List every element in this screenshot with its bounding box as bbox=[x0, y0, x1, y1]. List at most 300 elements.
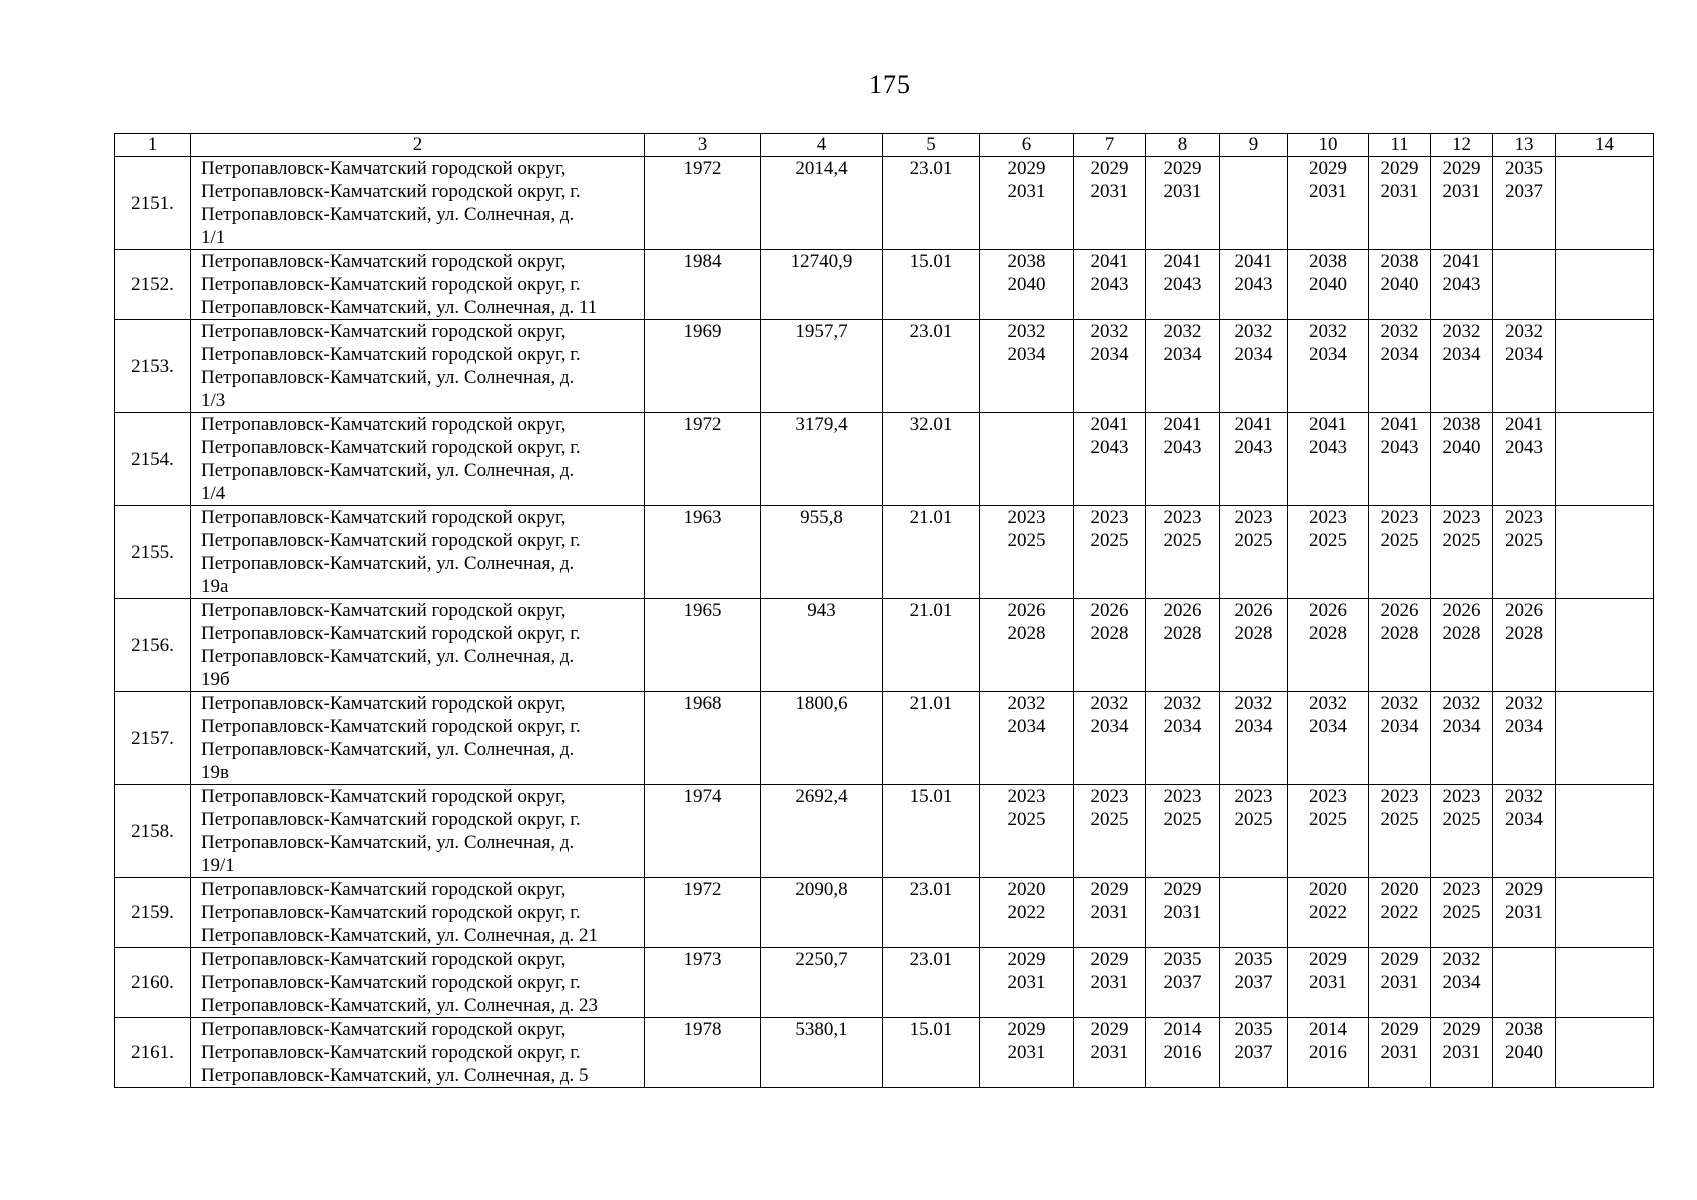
period-year: 2023 bbox=[1442, 786, 1481, 807]
address-line: Петропавловск-Камчатский, ул. Солнечная, д. bbox=[201, 460, 575, 481]
period-year: 2034 bbox=[1309, 716, 1347, 737]
period-year: 2031 bbox=[1163, 181, 1202, 202]
period-cell-col-12 bbox=[1431, 250, 1493, 320]
period-cell-col-11 bbox=[1369, 948, 1431, 1018]
table-row bbox=[115, 599, 1654, 692]
address-line: Петропавловск-Камчатский городской округ, г. bbox=[201, 344, 581, 365]
period-year: 2043 bbox=[1380, 437, 1419, 458]
code-cell: 15.01 bbox=[883, 785, 980, 878]
table-row bbox=[115, 692, 1654, 785]
period-cell-col-9 bbox=[1220, 948, 1288, 1018]
address-line: 19в bbox=[201, 762, 229, 783]
period-year: 2023 bbox=[1163, 507, 1202, 528]
period-cell-col-11 bbox=[1369, 413, 1431, 506]
period-cell-col-14 bbox=[1556, 599, 1654, 692]
period-year: 2025 bbox=[1090, 530, 1129, 551]
period-year: 2031 bbox=[1442, 1042, 1481, 1063]
period-year: 2028 bbox=[1380, 623, 1419, 644]
period-cell-col-7 bbox=[1074, 692, 1146, 785]
period-year: 2032 bbox=[1007, 321, 1046, 342]
period-year: 2026 bbox=[1090, 600, 1129, 621]
period-year: 2041 bbox=[1163, 414, 1202, 435]
period-year: 2041 bbox=[1442, 251, 1481, 272]
year-cell: 1973 bbox=[645, 948, 761, 1018]
code-cell: 23.01 bbox=[883, 320, 980, 413]
period-year: 2014 bbox=[1309, 1019, 1347, 1040]
period-year: 2023 bbox=[1007, 786, 1046, 807]
period-year: 2032 bbox=[1090, 321, 1129, 342]
address-cell bbox=[191, 157, 645, 250]
year-cell: 1968 bbox=[645, 692, 761, 785]
period-year: 2043 bbox=[1090, 274, 1129, 295]
year-cell: 1978 bbox=[645, 1018, 761, 1088]
address-cell bbox=[191, 506, 645, 599]
address-cell bbox=[191, 948, 645, 1018]
period-cell-col-6 bbox=[980, 878, 1074, 948]
period-cell-col-6 bbox=[980, 599, 1074, 692]
area-cell: 2692,4 bbox=[761, 785, 883, 878]
period-year: 2041 bbox=[1090, 414, 1129, 435]
table-row bbox=[115, 878, 1654, 948]
period-year: 2034 bbox=[1007, 344, 1046, 365]
period-year: 2043 bbox=[1234, 437, 1273, 458]
column-number-9: 9 bbox=[1220, 134, 1288, 157]
period-cell-col-11 bbox=[1369, 599, 1431, 692]
period-year: 2032 bbox=[1505, 693, 1543, 714]
period-year: 2031 bbox=[1163, 902, 1202, 923]
period-year: 2022 bbox=[1007, 902, 1046, 923]
row-number-cell: 2152. bbox=[115, 250, 191, 320]
period-year: 2032 bbox=[1380, 321, 1419, 342]
period-cell-col-12 bbox=[1431, 413, 1493, 506]
period-year: 2037 bbox=[1234, 972, 1273, 993]
period-year: 2029 bbox=[1090, 158, 1129, 179]
period-cell-col-13 bbox=[1493, 692, 1556, 785]
address-line: Петропавловск-Камчатский городской округ, г. bbox=[201, 972, 581, 993]
period-cell-col-14 bbox=[1556, 320, 1654, 413]
period-year: 2028 bbox=[1090, 623, 1129, 644]
table-row bbox=[115, 785, 1654, 878]
period-cell-col-11 bbox=[1369, 878, 1431, 948]
period-year: 2032 bbox=[1234, 321, 1273, 342]
period-cell-col-13 bbox=[1493, 506, 1556, 599]
period-year: 2026 bbox=[1234, 600, 1273, 621]
address-line: 19б bbox=[201, 669, 230, 690]
address-line: Петропавловск-Камчатский городской округ, bbox=[201, 949, 566, 970]
period-cell-col-14 bbox=[1556, 692, 1654, 785]
period-year: 2026 bbox=[1309, 600, 1347, 621]
address-line: Петропавловск-Камчатский, ул. Солнечная, д. 21 bbox=[201, 925, 598, 946]
period-year: 2032 bbox=[1309, 321, 1347, 342]
column-number-12: 12 bbox=[1431, 134, 1493, 157]
address-line: Петропавловск-Камчатский, ул. Солнечная, д. bbox=[201, 832, 575, 853]
period-cell-col-12 bbox=[1431, 1018, 1493, 1088]
period-year: 2031 bbox=[1007, 181, 1046, 202]
period-year: 2040 bbox=[1309, 274, 1347, 295]
area-cell: 2014,4 bbox=[761, 157, 883, 250]
period-cell-col-7 bbox=[1074, 413, 1146, 506]
address-line: Петропавловск-Камчатский городской округ, bbox=[201, 158, 566, 179]
period-cell-col-10 bbox=[1288, 250, 1369, 320]
code-cell: 23.01 bbox=[883, 157, 980, 250]
period-year: 2029 bbox=[1442, 158, 1481, 179]
period-cell-col-7 bbox=[1074, 506, 1146, 599]
year-cell: 1974 bbox=[645, 785, 761, 878]
period-cell-col-7 bbox=[1074, 785, 1146, 878]
period-cell-col-10 bbox=[1288, 878, 1369, 948]
period-year: 2029 bbox=[1380, 158, 1419, 179]
address-line: Петропавловск-Камчатский городской округ, bbox=[201, 251, 566, 272]
year-cell: 1972 bbox=[645, 878, 761, 948]
period-cell-col-12 bbox=[1431, 878, 1493, 948]
table-row bbox=[115, 506, 1654, 599]
period-cell-col-13 bbox=[1493, 785, 1556, 878]
period-year: 2034 bbox=[1380, 716, 1419, 737]
period-year: 2029 bbox=[1007, 949, 1046, 970]
area-cell: 1957,7 bbox=[761, 320, 883, 413]
row-number-cell: 2155. bbox=[115, 506, 191, 599]
period-cell-col-14 bbox=[1556, 413, 1654, 506]
period-year: 2034 bbox=[1505, 809, 1543, 830]
period-cell-col-8 bbox=[1146, 948, 1220, 1018]
period-cell-col-7 bbox=[1074, 1018, 1146, 1088]
address-line: Петропавловск-Камчатский городской округ, г. bbox=[201, 274, 581, 295]
code-cell: 32.01 bbox=[883, 413, 980, 506]
period-year: 2023 bbox=[1007, 507, 1046, 528]
period-year: 2029 bbox=[1007, 1019, 1046, 1040]
period-cell-col-10 bbox=[1288, 413, 1369, 506]
address-line: 1/3 bbox=[201, 390, 226, 411]
period-year: 2040 bbox=[1505, 1042, 1543, 1063]
period-cell-col-12 bbox=[1431, 692, 1493, 785]
period-year: 2023 bbox=[1505, 507, 1543, 528]
period-cell-col-6 bbox=[980, 157, 1074, 250]
period-cell-col-6 bbox=[980, 506, 1074, 599]
year-cell: 1984 bbox=[645, 250, 761, 320]
period-cell-col-13 bbox=[1493, 948, 1556, 1018]
period-year: 2041 bbox=[1234, 251, 1273, 272]
period-year: 2020 bbox=[1309, 879, 1347, 900]
period-year: 2038 bbox=[1380, 251, 1419, 272]
area-cell: 2250,7 bbox=[761, 948, 883, 1018]
period-cell-col-12 bbox=[1431, 320, 1493, 413]
address-line: Петропавловск-Камчатский, ул. Солнечная, д. 11 bbox=[201, 297, 598, 318]
period-year: 2028 bbox=[1007, 623, 1046, 644]
address-line: Петропавловск-Камчатский городской округ, bbox=[201, 1019, 566, 1040]
period-year: 2043 bbox=[1163, 274, 1202, 295]
period-cell-col-10 bbox=[1288, 948, 1369, 1018]
period-year: 2025 bbox=[1442, 902, 1481, 923]
column-number-4: 4 bbox=[761, 134, 883, 157]
period-cell-col-9 bbox=[1220, 1018, 1288, 1088]
period-cell-col-7 bbox=[1074, 250, 1146, 320]
period-cell-col-9 bbox=[1220, 878, 1288, 948]
period-year: 2032 bbox=[1163, 321, 1202, 342]
address-line: Петропавловск-Камчатский городской округ, г. bbox=[201, 1042, 581, 1063]
period-cell-col-14 bbox=[1556, 157, 1654, 250]
period-cell-col-13 bbox=[1493, 1018, 1556, 1088]
period-year: 2023 bbox=[1442, 879, 1481, 900]
address-line: Петропавловск-Камчатский городской округ, г. bbox=[201, 716, 581, 737]
address-line: Петропавловск-Камчатский, ул. Солнечная, д. bbox=[201, 204, 575, 225]
period-year: 2029 bbox=[1007, 158, 1046, 179]
address-line: Петропавловск-Камчатский городской округ, bbox=[201, 693, 566, 714]
row-number-cell: 2154. bbox=[115, 413, 191, 506]
period-cell-col-6 bbox=[980, 413, 1074, 506]
period-year: 2038 bbox=[1309, 251, 1347, 272]
period-cell-col-10 bbox=[1288, 157, 1369, 250]
period-year: 2035 bbox=[1234, 1019, 1273, 1040]
period-year: 2031 bbox=[1007, 972, 1046, 993]
period-cell-col-9 bbox=[1220, 599, 1288, 692]
row-number-cell: 2156. bbox=[115, 599, 191, 692]
period-year: 2023 bbox=[1309, 507, 1347, 528]
address-line: 1/1 bbox=[201, 227, 226, 248]
period-year: 2023 bbox=[1163, 786, 1202, 807]
housing-register-table bbox=[114, 133, 1654, 1088]
period-year: 2043 bbox=[1309, 437, 1347, 458]
period-cell-col-9 bbox=[1220, 413, 1288, 506]
period-year: 2041 bbox=[1380, 414, 1419, 435]
area-cell: 12740,9 bbox=[761, 250, 883, 320]
period-cell-col-9 bbox=[1220, 157, 1288, 250]
period-cell-col-9 bbox=[1220, 320, 1288, 413]
period-cell-col-9 bbox=[1220, 692, 1288, 785]
period-year: 2043 bbox=[1163, 437, 1202, 458]
area-cell: 5380,1 bbox=[761, 1018, 883, 1088]
period-year: 2037 bbox=[1234, 1042, 1273, 1063]
period-cell-col-7 bbox=[1074, 878, 1146, 948]
period-year: 2020 bbox=[1380, 879, 1419, 900]
table-row bbox=[115, 948, 1654, 1018]
address-line: Петропавловск-Камчатский городской округ, bbox=[201, 600, 566, 621]
address-line: Петропавловск-Камчатский, ул. Солнечная, д. 5 bbox=[201, 1065, 589, 1086]
address-line: Петропавловск-Камчатский, ул. Солнечная, д. bbox=[201, 367, 575, 388]
period-cell-col-8 bbox=[1146, 320, 1220, 413]
period-year: 2034 bbox=[1090, 344, 1129, 365]
period-year: 2034 bbox=[1163, 344, 1202, 365]
period-year: 2034 bbox=[1380, 344, 1419, 365]
period-year: 2034 bbox=[1442, 344, 1481, 365]
period-year: 2043 bbox=[1505, 437, 1543, 458]
table-header bbox=[115, 134, 1654, 157]
period-year: 2031 bbox=[1007, 1042, 1046, 1063]
table-row bbox=[115, 250, 1654, 320]
period-cell-col-14 bbox=[1556, 785, 1654, 878]
period-year: 2038 bbox=[1442, 414, 1481, 435]
period-year: 2034 bbox=[1163, 716, 1202, 737]
period-year: 2032 bbox=[1505, 321, 1543, 342]
period-year: 2043 bbox=[1442, 274, 1481, 295]
period-year: 2032 bbox=[1234, 693, 1273, 714]
period-cell-col-6 bbox=[980, 320, 1074, 413]
period-year: 2025 bbox=[1090, 809, 1129, 830]
code-cell: 15.01 bbox=[883, 250, 980, 320]
period-year: 2034 bbox=[1007, 716, 1046, 737]
period-cell-col-7 bbox=[1074, 948, 1146, 1018]
period-cell-col-8 bbox=[1146, 878, 1220, 948]
period-year: 2034 bbox=[1090, 716, 1129, 737]
period-cell-col-11 bbox=[1369, 692, 1431, 785]
address-cell bbox=[191, 320, 645, 413]
period-year: 2028 bbox=[1505, 623, 1543, 644]
period-year: 2025 bbox=[1505, 530, 1543, 551]
period-cell-col-8 bbox=[1146, 413, 1220, 506]
period-year: 2023 bbox=[1442, 507, 1481, 528]
code-cell: 15.01 bbox=[883, 1018, 980, 1088]
period-year: 2023 bbox=[1380, 786, 1419, 807]
period-year: 2023 bbox=[1234, 507, 1273, 528]
period-cell-col-14 bbox=[1556, 948, 1654, 1018]
period-year: 2025 bbox=[1442, 530, 1481, 551]
period-year: 2029 bbox=[1163, 879, 1202, 900]
period-year: 2025 bbox=[1163, 530, 1202, 551]
period-year: 2014 bbox=[1163, 1019, 1202, 1040]
column-number-5: 5 bbox=[883, 134, 980, 157]
period-cell-col-9 bbox=[1220, 785, 1288, 878]
period-cell-col-14 bbox=[1556, 878, 1654, 948]
column-number-13: 13 bbox=[1493, 134, 1556, 157]
period-year: 2034 bbox=[1442, 716, 1481, 737]
period-year: 2041 bbox=[1090, 251, 1129, 272]
period-year: 2025 bbox=[1007, 530, 1046, 551]
period-cell-col-6 bbox=[980, 948, 1074, 1018]
period-year: 2029 bbox=[1380, 1019, 1419, 1040]
row-number-cell: 2153. bbox=[115, 320, 191, 413]
column-number-6: 6 bbox=[980, 134, 1074, 157]
period-cell-col-6 bbox=[980, 250, 1074, 320]
period-year: 2034 bbox=[1505, 716, 1543, 737]
area-cell: 3179,4 bbox=[761, 413, 883, 506]
period-year: 2035 bbox=[1505, 158, 1543, 179]
period-year: 2034 bbox=[1309, 344, 1347, 365]
address-line: 19а bbox=[201, 576, 229, 597]
period-year: 2026 bbox=[1007, 600, 1046, 621]
period-year: 2031 bbox=[1505, 902, 1543, 923]
period-cell-col-13 bbox=[1493, 878, 1556, 948]
row-number-cell: 2151. bbox=[115, 157, 191, 250]
address-line: Петропавловск-Камчатский, ул. Солнечная, д. bbox=[201, 646, 575, 667]
period-year: 2031 bbox=[1309, 181, 1347, 202]
period-cell-col-11 bbox=[1369, 1018, 1431, 1088]
period-year: 2038 bbox=[1505, 1019, 1543, 1040]
address-line: Петропавловск-Камчатский городской округ, г. bbox=[201, 181, 581, 202]
period-cell-col-10 bbox=[1288, 1018, 1369, 1088]
period-cell-col-6 bbox=[980, 692, 1074, 785]
period-cell-col-11 bbox=[1369, 250, 1431, 320]
period-year: 2029 bbox=[1380, 949, 1419, 970]
period-year: 2020 bbox=[1007, 879, 1046, 900]
area-cell: 2090,8 bbox=[761, 878, 883, 948]
period-year: 2032 bbox=[1380, 693, 1419, 714]
period-year: 2031 bbox=[1380, 972, 1419, 993]
column-number-7: 7 bbox=[1074, 134, 1146, 157]
period-cell-col-14 bbox=[1556, 250, 1654, 320]
column-number-3: 3 bbox=[645, 134, 761, 157]
period-year: 2025 bbox=[1380, 530, 1419, 551]
year-cell: 1969 bbox=[645, 320, 761, 413]
address-line: Петропавловск-Камчатский городской округ, bbox=[201, 786, 566, 807]
period-year: 2031 bbox=[1090, 1042, 1129, 1063]
period-year: 2032 bbox=[1090, 693, 1129, 714]
period-year: 2023 bbox=[1309, 786, 1347, 807]
column-number-14: 14 bbox=[1556, 134, 1654, 157]
period-cell-col-12 bbox=[1431, 785, 1493, 878]
period-year: 2038 bbox=[1007, 251, 1046, 272]
period-cell-col-10 bbox=[1288, 320, 1369, 413]
period-year: 2031 bbox=[1090, 972, 1129, 993]
period-year: 2029 bbox=[1442, 1019, 1481, 1040]
address-line: Петропавловск-Камчатский городской округ, г. bbox=[201, 437, 581, 458]
period-year: 2035 bbox=[1163, 949, 1202, 970]
period-year: 2032 bbox=[1309, 693, 1347, 714]
table-row bbox=[115, 1018, 1654, 1088]
period-cell-col-12 bbox=[1431, 506, 1493, 599]
period-cell-col-7 bbox=[1074, 599, 1146, 692]
period-cell-col-10 bbox=[1288, 692, 1369, 785]
period-year: 2025 bbox=[1442, 809, 1481, 830]
address-cell bbox=[191, 413, 645, 506]
address-line: 1/4 bbox=[201, 483, 226, 504]
period-year: 2026 bbox=[1380, 600, 1419, 621]
period-year: 2025 bbox=[1380, 809, 1419, 830]
code-cell: 21.01 bbox=[883, 692, 980, 785]
period-year: 2025 bbox=[1007, 809, 1046, 830]
year-cell: 1963 bbox=[645, 506, 761, 599]
address-cell bbox=[191, 785, 645, 878]
row-number-cell: 2158. bbox=[115, 785, 191, 878]
code-cell: 23.01 bbox=[883, 878, 980, 948]
period-year: 2025 bbox=[1234, 809, 1273, 830]
period-year: 2028 bbox=[1442, 623, 1481, 644]
period-cell-col-8 bbox=[1146, 692, 1220, 785]
column-number-2: 2 bbox=[191, 134, 645, 157]
address-line: Петропавловск-Камчатский городской округ, bbox=[201, 507, 566, 528]
period-cell-col-6 bbox=[980, 1018, 1074, 1088]
year-cell: 1972 bbox=[645, 413, 761, 506]
period-cell-col-8 bbox=[1146, 506, 1220, 599]
column-number-10: 10 bbox=[1288, 134, 1369, 157]
period-year: 2043 bbox=[1234, 274, 1273, 295]
period-cell-col-10 bbox=[1288, 599, 1369, 692]
table-body bbox=[115, 157, 1654, 1088]
address-line: 19/1 bbox=[201, 855, 235, 876]
period-year: 2025 bbox=[1309, 809, 1347, 830]
period-cell-col-13 bbox=[1493, 320, 1556, 413]
period-year: 2029 bbox=[1090, 1019, 1129, 1040]
address-line: Петропавловск-Камчатский, ул. Солнечная, д. bbox=[201, 553, 575, 574]
row-number-cell: 2161. bbox=[115, 1018, 191, 1088]
period-year: 2022 bbox=[1309, 902, 1347, 923]
code-cell: 23.01 bbox=[883, 948, 980, 1018]
period-cell-col-13 bbox=[1493, 599, 1556, 692]
period-year: 2032 bbox=[1163, 693, 1202, 714]
period-year: 2028 bbox=[1234, 623, 1273, 644]
period-cell-col-7 bbox=[1074, 157, 1146, 250]
period-cell-col-12 bbox=[1431, 948, 1493, 1018]
page-number: 175 bbox=[869, 70, 911, 99]
period-cell-col-14 bbox=[1556, 1018, 1654, 1088]
address-cell bbox=[191, 692, 645, 785]
period-year: 2032 bbox=[1442, 321, 1481, 342]
area-cell: 943 bbox=[761, 599, 883, 692]
period-year: 2037 bbox=[1505, 181, 1543, 202]
period-cell-col-8 bbox=[1146, 599, 1220, 692]
address-line: Петропавловск-Камчатский городской округ, г. bbox=[201, 530, 581, 551]
period-cell-col-11 bbox=[1369, 506, 1431, 599]
period-year: 2031 bbox=[1442, 181, 1481, 202]
period-cell-col-10 bbox=[1288, 785, 1369, 878]
